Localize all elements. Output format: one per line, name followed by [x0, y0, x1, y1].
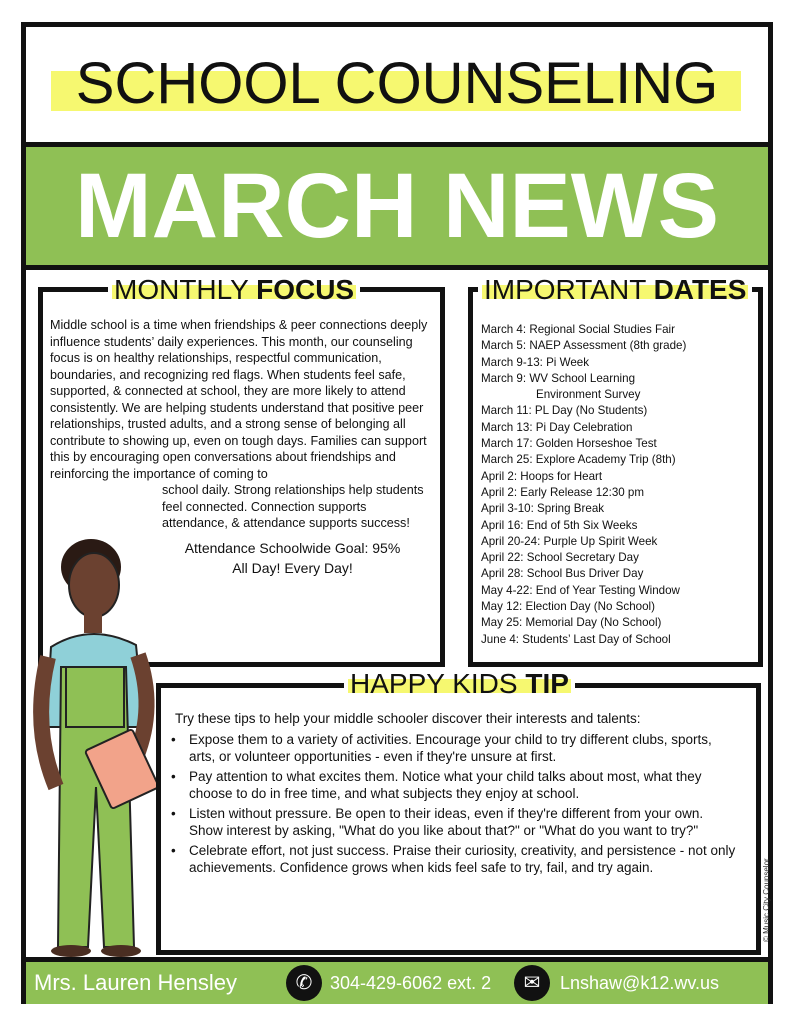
happy-kids-tip-heading — [344, 667, 575, 701]
tip-line: Expose them to a variety of activities. Encourage your child to try different clubs, sports, — [189, 732, 712, 747]
date-item: March 9: WV School Learning — [481, 371, 636, 385]
bullet: • — [171, 769, 176, 784]
tip-item — [161, 806, 736, 839]
date-item: April 28: School Bus Driver Day — [481, 567, 644, 581]
date-item: May 12: Election Day (No School) — [481, 600, 655, 614]
envelope-icon: ✉ — [514, 965, 550, 1001]
date-item: March 13: Pi Day Celebration — [481, 420, 633, 434]
bullet: • — [171, 806, 176, 821]
page-title: SCHOOL COUNSELING — [75, 51, 719, 116]
tip-line: only achievements. Confidence grows when kids feel safe to try, fail, and try again. — [189, 843, 736, 875]
copyright: © Music City Counselor — [762, 858, 771, 942]
attendance-goal — [150, 538, 435, 578]
date-item: June 4: Students’ Last Day of School — [481, 632, 671, 646]
tip-line: choose to do in free time, and what subjects they enjoy at school. — [189, 785, 580, 801]
counselor-name: Mrs. Lauren Hensley — [34, 970, 237, 995]
heading-bold: TIP — [525, 668, 569, 699]
flyer — [21, 22, 773, 1004]
heading-bold: DATES — [653, 274, 747, 305]
date-item: March 25: Explore Academy Trip (8th) — [481, 453, 676, 467]
phone-number[interactable]: 304-429-6062 ext. 2 — [330, 973, 492, 993]
date-item: March 5: NAEP Assessment (8th grade) — [481, 339, 687, 353]
tip-item — [161, 732, 736, 765]
student-illustration — [26, 527, 166, 957]
date-item: April 2: Hoops for Heart — [481, 469, 603, 483]
date-item: March 9-13: Pi Week — [481, 355, 590, 369]
date-item: April 2: Early Release 12:30 pm — [481, 485, 645, 499]
date-item: March 17: Golden Horseshoe Test — [481, 437, 657, 451]
tip-item — [161, 769, 736, 802]
footer — [26, 957, 768, 1004]
important-dates-box — [468, 287, 763, 667]
tip-item — [161, 843, 736, 876]
date-item: March 11: PL Day (No Students) — [481, 404, 648, 418]
happy-kids-tip-box — [156, 683, 761, 955]
date-item: April 22: School Secretary Day — [481, 551, 639, 565]
monthly-focus-heading — [108, 273, 360, 307]
date-item: April 20-24: Purple Up Spirit Week — [481, 534, 658, 548]
bullet: • — [171, 843, 176, 858]
email-address[interactable]: Lnshaw@k12.wv.us — [560, 973, 720, 993]
date-item: March 4: Regional Social Studies Fair — [481, 323, 675, 336]
subtitle-band — [26, 142, 768, 270]
monthly-focus-paragraph: Middle school is a time when friendships & peer connections deeply influence students’ daily experiences. This month, our counseling focus is on healthy relationships, respectful communication, boundaries, and recognizing red flags. When students feel safe, supported, & connected at school, they are more likely to attend consistently. We are helping students understand that positive peer relationships, trusted adults, and a strong sense of belonging all contribute to showing up, even on tough days. Families can support this by encouraging open conversations about friendships and reinforcing the importance of coming to — [50, 318, 428, 481]
goal-line-1: Attendance Schoolwide Goal: 95% — [184, 539, 401, 556]
date-item: April 3-10: Spring Break — [481, 502, 605, 516]
title-area — [26, 27, 768, 142]
tip-line: Listen without pressure. Be open to their ideas, even if they're different from your own. — [189, 806, 704, 821]
goal-line-2: All Day! Every Day! — [232, 559, 353, 576]
date-item: April 16: End of 5th Six Weeks — [481, 518, 638, 532]
phone-icon: ✆ — [286, 965, 322, 1001]
date-item: May 25: Memorial Day (No School) — [481, 616, 662, 630]
tips-list — [161, 732, 736, 880]
date-item: Environment Survey — [536, 388, 641, 402]
dates-list — [481, 322, 686, 648]
tips-intro: Try these tips to help your middle schooler discover their interests and talents: — [175, 711, 641, 726]
tip-line: Celebrate effort, not just success. Praise their curiosity, creativity, and persistence - not — [189, 843, 707, 858]
monthly-focus-paragraph-cont: school daily. Strong relationships help students feel connected. Connection supports attendance, & attendance supports success! — [162, 483, 424, 530]
important-dates-heading — [478, 273, 752, 307]
heading-bold: FOCUS — [256, 274, 355, 305]
date-item: May 4-22: End of Year Testing Window — [481, 583, 680, 597]
tip-line: Show interest by asking, "What do you like about that?" or "What do you want to try?" — [189, 822, 699, 838]
page-subtitle: MARCH NEWS — [75, 155, 719, 257]
heading-light: IMPORTANT — [484, 274, 646, 305]
tip-line: arts, or volunteer opportunities - even if they're unsure at first. — [189, 748, 557, 764]
bullet: • — [171, 732, 176, 747]
tip-line: Pay attention to what excites them. Notice what your child talks about most, what they — [189, 769, 702, 784]
heading-light: HAPPY KIDS — [350, 668, 518, 699]
heading-light: MONTHLY — [114, 274, 249, 305]
